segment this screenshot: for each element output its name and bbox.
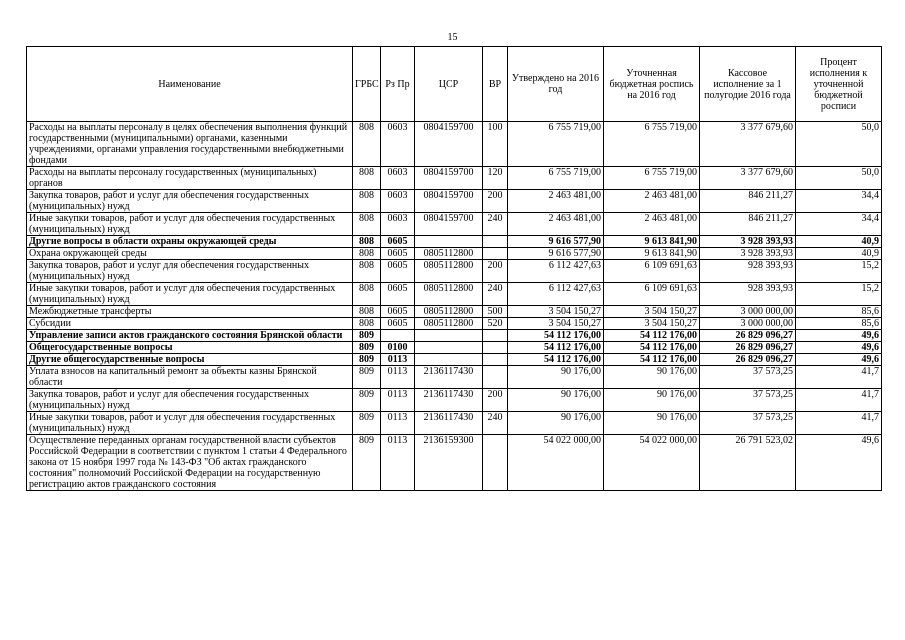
cell-approved: 6 755 719,00 [508,122,604,167]
cell-grbs: 809 [353,366,381,389]
header-percent: Процент исполнения к уточненной бюджетной росписи [796,47,882,122]
header-refined: Уточненная бюджетная роспись на 2016 год [604,47,700,122]
cell-cash: 37 573,25 [700,366,796,389]
cell-csr: 0805112800 [415,260,483,283]
cell-vr: 200 [483,190,508,213]
cell-refined: 9 613 841,90 [604,248,700,260]
cell-name: Уплата взносов на капитальный ремонт за объекты казны Брянской области [27,366,353,389]
cell-csr [415,236,483,248]
cell-grbs: 809 [353,342,381,354]
cell-grbs: 808 [353,167,381,190]
cell-csr: 0804159700 [415,190,483,213]
table-body [27,122,882,491]
cell-name: Закупка товаров, работ и услуг для обеспечения государственных (муниципальных) нужд [27,260,353,283]
cell-percent: 49,6 [796,342,882,354]
cell-approved: 9 616 577,90 [508,248,604,260]
cell-name: Другие общегосударственные вопросы [27,354,353,366]
cell-rzpr: 0605 [381,260,415,283]
cell-csr [415,342,483,354]
cell-grbs: 809 [353,354,381,366]
cell-percent: 34,4 [796,190,882,213]
cell-refined: 54 022 000,00 [604,435,700,491]
cell-refined: 2 463 481,00 [604,213,700,236]
cell-percent: 40,9 [796,248,882,260]
page-number: 15 [447,32,458,43]
cell-name: Общегосударственные вопросы [27,342,353,354]
cell-percent: 49,6 [796,354,882,366]
table-row [27,190,882,213]
cell-vr [483,366,508,389]
cell-approved: 90 176,00 [508,389,604,412]
cell-cash: 3 928 393,93 [700,236,796,248]
cell-percent: 50,0 [796,122,882,167]
header-rzpr: Рз Пр [381,47,415,122]
cell-approved: 2 463 481,00 [508,190,604,213]
cell-percent: 41,7 [796,389,882,412]
cell-refined: 6 109 691,63 [604,283,700,306]
table-row [27,366,882,389]
cell-cash: 26 791 523,02 [700,435,796,491]
budget-table [26,46,882,491]
cell-grbs: 809 [353,435,381,491]
cell-vr [483,435,508,491]
cell-rzpr: 0605 [381,318,415,330]
cell-csr: 0805112800 [415,318,483,330]
table-row [27,283,882,306]
table-row [27,306,882,318]
cell-rzpr: 0605 [381,248,415,260]
cell-refined: 6 755 719,00 [604,167,700,190]
cell-csr: 2136117430 [415,389,483,412]
table-row [27,167,882,190]
cell-percent: 15,2 [796,260,882,283]
cell-name: Субсидии [27,318,353,330]
cell-grbs: 808 [353,283,381,306]
cell-name: Расходы на выплаты персоналу государственных (муниципальных) органов [27,167,353,190]
table-row [27,330,882,342]
cell-vr: 240 [483,412,508,435]
table-row [27,260,882,283]
cell-grbs: 809 [353,412,381,435]
cell-refined: 6 109 691,63 [604,260,700,283]
cell-csr: 0804159700 [415,167,483,190]
cell-csr: 2136159300 [415,435,483,491]
cell-csr [415,354,483,366]
cell-rzpr: 0603 [381,213,415,236]
cell-refined: 3 504 150,27 [604,318,700,330]
cell-approved: 6 112 427,63 [508,283,604,306]
cell-rzpr: 0113 [381,435,415,491]
table-row [27,342,882,354]
cell-name: Расходы на выплаты персоналу в целях обеспечения выполнения функций государственными (муниципальными) органами, казенными учреждениями, органами управления государственными внебюджетными фондами [27,122,353,167]
cell-grbs: 808 [353,213,381,236]
cell-csr: 0805112800 [415,283,483,306]
cell-refined: 54 112 176,00 [604,330,700,342]
cell-approved: 54 112 176,00 [508,354,604,366]
cell-vr: 500 [483,306,508,318]
cell-rzpr: 0603 [381,167,415,190]
cell-percent: 34,4 [796,213,882,236]
cell-refined: 54 112 176,00 [604,342,700,354]
cell-cash: 846 211,27 [700,213,796,236]
cell-cash: 26 829 096,27 [700,342,796,354]
cell-grbs: 808 [353,122,381,167]
table-row [27,248,882,260]
cell-grbs: 808 [353,190,381,213]
cell-cash: 3 377 679,60 [700,122,796,167]
cell-name: Осуществление переданных органам государственной власти субъектов Российской Федерации в соответствии с пунктом 1 статьи 4 Федерального закона от 15 ноября 1997 года № 143-ФЗ "Об актах гражданского состояния" полномочий Российской Федерации на государственную регистрацию актов гражданского состояния [27,435,353,491]
cell-percent: 15,2 [796,283,882,306]
cell-percent: 85,6 [796,318,882,330]
cell-name: Охрана окружающей среды [27,248,353,260]
cell-name: Закупка товаров, работ и услуг для обеспечения государственных (муниципальных) нужд [27,389,353,412]
cell-rzpr: 0100 [381,342,415,354]
cell-approved: 3 504 150,27 [508,318,604,330]
header-name: Наименование [27,47,353,122]
cell-refined: 3 504 150,27 [604,306,700,318]
cell-csr: 2136117430 [415,366,483,389]
cell-grbs: 808 [353,306,381,318]
cell-csr: 0804159700 [415,122,483,167]
cell-rzpr: 0603 [381,190,415,213]
table-row [27,412,882,435]
cell-name: Другие вопросы в области охраны окружающей среды [27,236,353,248]
cell-csr: 0804159700 [415,213,483,236]
cell-vr: 240 [483,213,508,236]
cell-percent: 40,9 [796,236,882,248]
cell-cash: 37 573,25 [700,412,796,435]
cell-cash: 3 000 000,00 [700,318,796,330]
cell-csr: 0805112800 [415,306,483,318]
cell-approved: 3 504 150,27 [508,306,604,318]
cell-percent: 85,6 [796,306,882,318]
cell-percent: 49,6 [796,435,882,491]
cell-rzpr: 0113 [381,366,415,389]
cell-vr: 240 [483,283,508,306]
cell-name: Иные закупки товаров, работ и услуг для обеспечения государственных (муниципальных) нужд [27,213,353,236]
cell-cash: 3 928 393,93 [700,248,796,260]
cell-refined: 6 755 719,00 [604,122,700,167]
cell-cash: 26 829 096,27 [700,354,796,366]
cell-percent: 50,0 [796,167,882,190]
cell-name: Иные закупки товаров, работ и услуг для обеспечения государственных (муниципальных) нужд [27,412,353,435]
cell-cash: 3 377 679,60 [700,167,796,190]
table-row [27,318,882,330]
cell-vr [483,248,508,260]
cell-csr: 0805112800 [415,248,483,260]
cell-vr: 200 [483,389,508,412]
cell-csr: 2136117430 [415,412,483,435]
cell-approved: 2 463 481,00 [508,213,604,236]
cell-approved: 9 616 577,90 [508,236,604,248]
cell-cash: 3 000 000,00 [700,306,796,318]
cell-rzpr: 0605 [381,306,415,318]
cell-grbs: 809 [353,389,381,412]
cell-approved: 54 112 176,00 [508,330,604,342]
table-row [27,236,882,248]
cell-vr [483,342,508,354]
table-row [27,389,882,412]
cell-cash: 26 829 096,27 [700,330,796,342]
cell-refined: 90 176,00 [604,412,700,435]
cell-grbs: 808 [353,318,381,330]
cell-approved: 6 112 427,63 [508,260,604,283]
cell-rzpr: 0603 [381,122,415,167]
cell-refined: 2 463 481,00 [604,190,700,213]
cell-approved: 6 755 719,00 [508,167,604,190]
cell-cash: 37 573,25 [700,389,796,412]
table-row [27,122,882,167]
header-grbs: ГРБС [353,47,381,122]
header-approved: Утверждено на 2016 год [508,47,604,122]
cell-vr [483,354,508,366]
table-row [27,213,882,236]
cell-rzpr [381,330,415,342]
cell-percent: 49,6 [796,330,882,342]
header-cash: Кассовое исполнение за 1 полугодие 2016 года [700,47,796,122]
cell-grbs: 808 [353,236,381,248]
cell-cash: 928 393,93 [700,260,796,283]
table-row [27,354,882,366]
cell-rzpr: 0605 [381,236,415,248]
cell-vr [483,236,508,248]
cell-vr: 200 [483,260,508,283]
cell-refined: 90 176,00 [604,389,700,412]
cell-approved: 90 176,00 [508,366,604,389]
header-csr: ЦСР [415,47,483,122]
header-vr: ВР [483,47,508,122]
cell-percent: 41,7 [796,412,882,435]
cell-grbs: 808 [353,260,381,283]
cell-name: Управление записи актов гражданского состояния Брянской области [27,330,353,342]
cell-csr [415,330,483,342]
cell-percent: 41,7 [796,366,882,389]
cell-name: Иные закупки товаров, работ и услуг для обеспечения государственных (муниципальных) нужд [27,283,353,306]
cell-vr: 520 [483,318,508,330]
cell-vr: 120 [483,167,508,190]
cell-approved: 54 112 176,00 [508,342,604,354]
cell-approved: 54 022 000,00 [508,435,604,491]
cell-vr [483,330,508,342]
cell-vr: 100 [483,122,508,167]
cell-rzpr: 0113 [381,354,415,366]
cell-cash: 928 393,93 [700,283,796,306]
cell-grbs: 808 [353,248,381,260]
cell-approved: 90 176,00 [508,412,604,435]
cell-cash: 846 211,27 [700,190,796,213]
cell-grbs: 809 [353,330,381,342]
cell-refined: 54 112 176,00 [604,354,700,366]
cell-rzpr: 0605 [381,283,415,306]
table-header-row [27,47,882,122]
cell-refined: 9 613 841,90 [604,236,700,248]
cell-rzpr: 0113 [381,412,415,435]
cell-name: Межбюджетные трансферты [27,306,353,318]
cell-rzpr: 0113 [381,389,415,412]
cell-name: Закупка товаров, работ и услуг для обеспечения государственных (муниципальных) нужд [27,190,353,213]
table-row [27,435,882,491]
cell-refined: 90 176,00 [604,366,700,389]
